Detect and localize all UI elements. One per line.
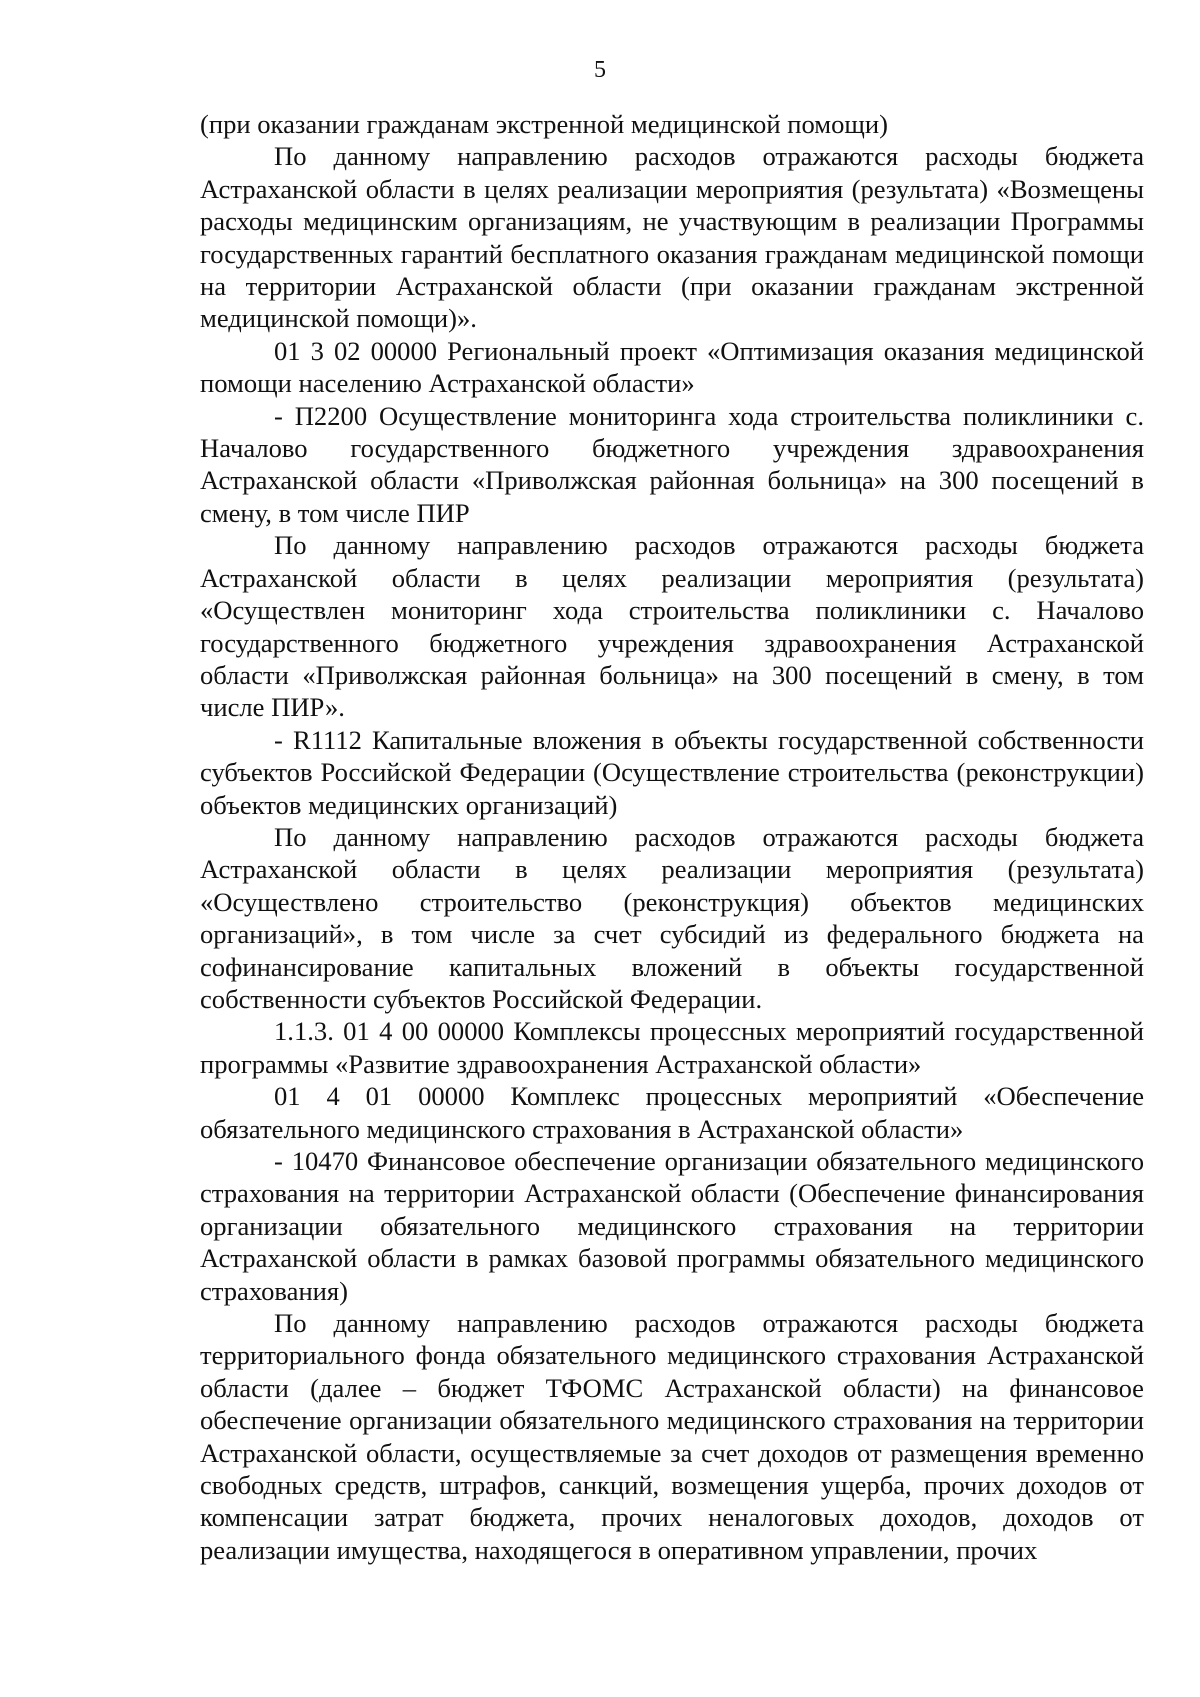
- paragraph-2: По данному направлению расходов отражаются расходы бюджета Астраханской области в целях реализации мероприятия (результата) «Возмещены расходы медицинским организациям, не участвующим в реализации Программы государственных гарантий бесплатного оказания гражданам медицинской помощи на территории Астраханской области (при оказании гражданам экстренной медицинской помощи)».: [200, 141, 1144, 334]
- document-body: [200, 108, 1144, 1566]
- paragraph-5: По данному направлению расходов отражаются расходы бюджета Астраханской области в целях реализации мероприятия (результата) «Осуществлен мониторинг хода строительства поликлиники с. Началово государственного бюджетного учреждения здравоохранения Астраханской области «Приволжская районная больница» на 300 посещений в смену, в том числе ПИР».: [200, 530, 1144, 723]
- paragraph-6: - R1112 Капитальные вложения в объекты государственной собственности субъектов Российской Федерации (Осуществление строительства (реконструкции) объектов медицинских организаций): [200, 724, 1144, 820]
- paragraph-8: 1.1.3. 01 4 00 00000 Комплексы процессных мероприятий государственной программы «Развитие здравоохранения Астраханской области»: [200, 1016, 1144, 1079]
- paragraph-3: 01 3 02 00000 Региональный проект «Оптимизация оказания медицинской помощи населению Астраханской области»: [200, 335, 1144, 399]
- paragraph-11: По данному направлению расходов отражаются расходы бюджета территориального фонда обязательного медицинского страхования Астраханской области (далее – бюджет ТФОМС Астраханской области) на финансовое обеспечение организации обязательного медицинского страхования на территории Астраханской области, осуществляемые за счет доходов от размещения временно свободных средств, штрафов, санкций, возмещения ущерба, прочих доходов от компенсации затрат бюджета, прочих неналоговых доходов, доходов от реализации имущества, находящегося в оперативном управлении, прочих: [200, 1308, 1144, 1565]
- paragraph-7: По данному направлению расходов отражаются расходы бюджета Астраханской области в целях реализации мероприятия (результата) «Осуществлено строительство (реконструкция) объектов медицинских организаций», в том числе за счет субсидий из федерального бюджета на софинансирование капитальных вложений в объекты государственной собственности субъектов Российской Федерации.: [200, 821, 1144, 1014]
- paragraph-10: - 10470 Финансовое обеспечение организации обязательного медицинского страхования на территории Астраханской области (Обеспечение финансирования организации обязательного медицинского страхования на территории Астраханской области в рамках базовой программы обязательного медицинского страхования): [200, 1146, 1144, 1306]
- paragraph-9: 01 4 01 00000 Комплекс процессных мероприятий «Обеспечение обязательного медицинского страхования в Астраханской области»: [200, 1081, 1144, 1144]
- paragraph-4: - П2200 Осуществление мониторинга хода строительства поликлиники с. Началово государственного бюджетного учреждения здравоохранения Астраханской области «Приволжская районная больница» на 300 посещений в смену, в том числе ПИР: [200, 400, 1144, 528]
- paragraph-1: (при оказании гражданам экстренной медицинской помощи): [200, 109, 888, 139]
- page-number: 5: [594, 57, 606, 83]
